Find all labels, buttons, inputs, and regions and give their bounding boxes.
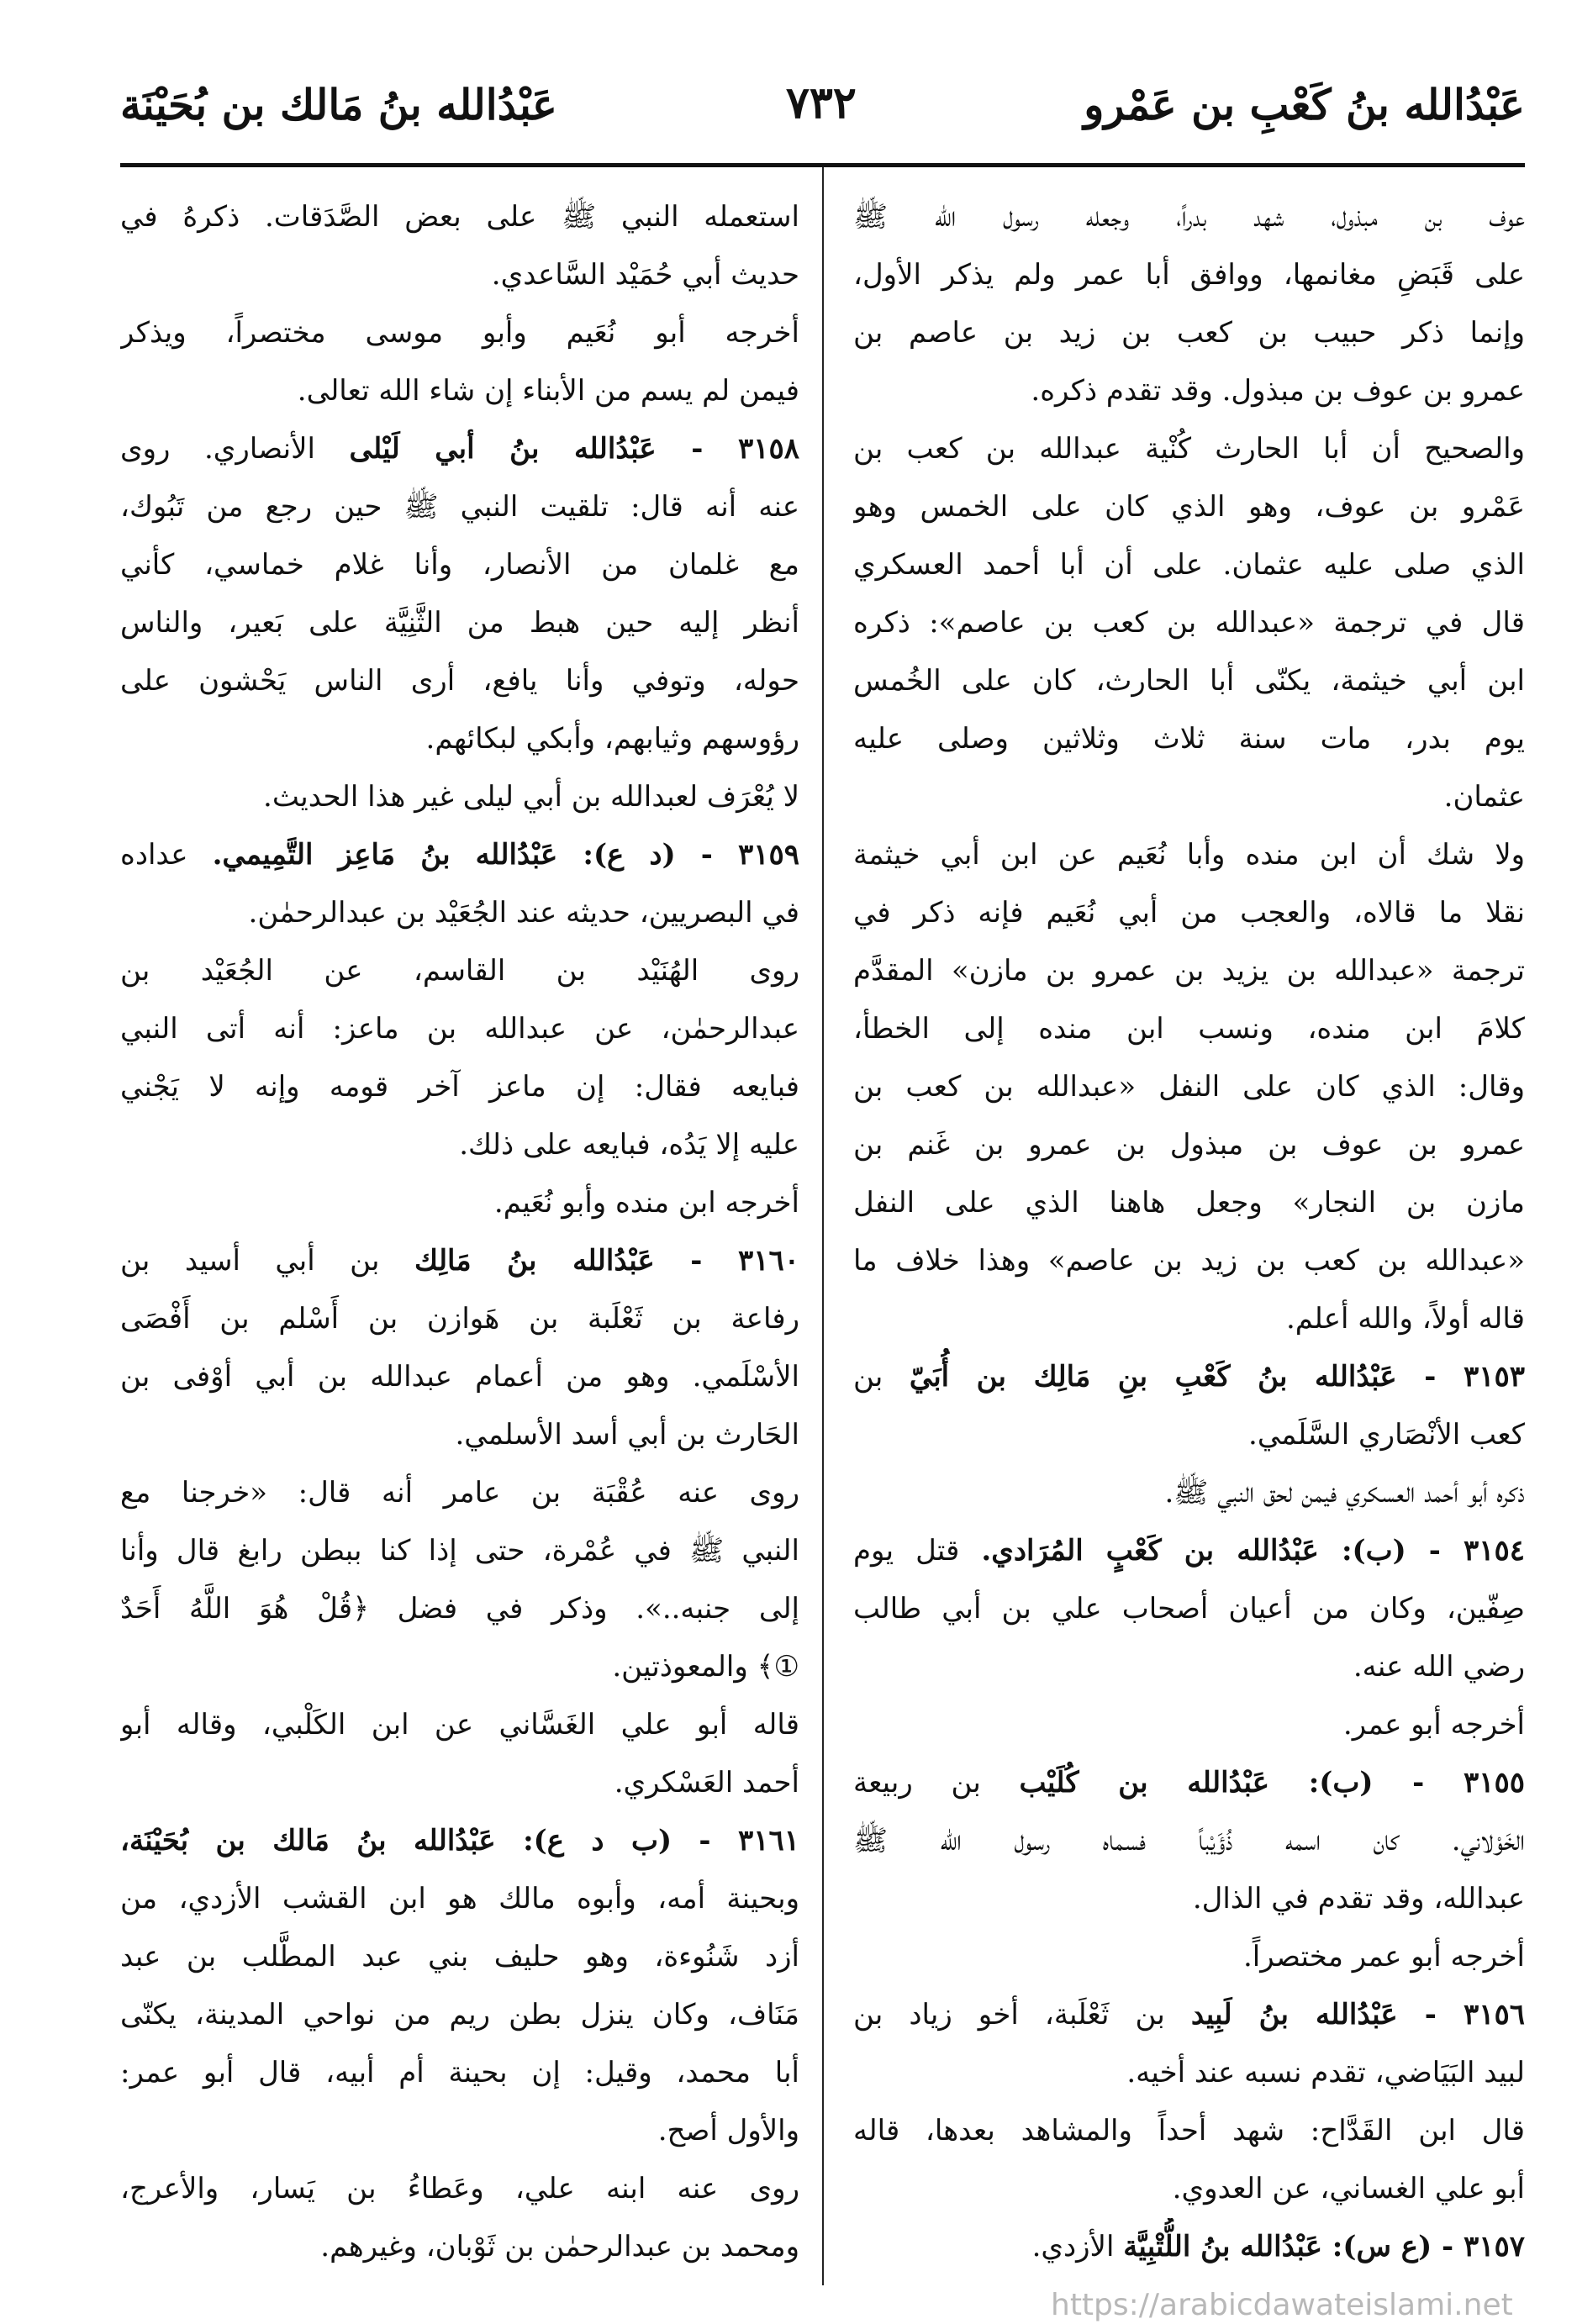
line-text: أخرجه أبو عمر مختصراً. [1243, 1940, 1525, 1974]
line-text: رؤوسهم وثيابهم، وأبكي لبكائهم. [425, 722, 799, 756]
text-line [120, 1348, 799, 1406]
line-text: نقلا ما قالاه، والعجب من أبي نُعَيم فإنه ذكر في [853, 896, 1525, 930]
line-text: وبحينة أمه، وأبوه مالك هو ابن القشب الأزدي، من [120, 1882, 799, 1916]
text-line [120, 188, 799, 246]
text-line [853, 1290, 1525, 1348]
text-line [853, 2044, 1525, 2102]
line-text: عنه أنه قال: تلقيت النبي ﷺ حين رجع من تَبُوك، [120, 490, 799, 524]
line-text: قاله أبو علي الغَسَّاني عن ابن الكَلْبي، وقاله أبو [120, 1708, 799, 1742]
text-line [120, 652, 799, 710]
text-line [853, 2102, 1525, 2160]
line-text: استعمله النبي ﷺ على بعض الصَّدَقات. ذكرهُ في [120, 200, 799, 234]
text-line [853, 1986, 1525, 2044]
line-text: ابن أبي خيثمة، يكنّى أبا الحارث، كان على الخُمس [853, 664, 1525, 698]
text-line [120, 362, 799, 420]
text-line [853, 1638, 1525, 1696]
text-line [120, 768, 799, 826]
text-line [120, 1696, 799, 1754]
text-line [120, 1870, 799, 1928]
line-text: روى عنه ابنه علي، وعَطاءُ بن يَسار، والأعرج، [120, 2172, 799, 2205]
text-line [853, 1754, 1525, 1812]
entry-heading: ٣١٦١ - (ب د ع): عَبْدُالله بنُ مَالك بن بُحَيْنَة، [120, 1824, 799, 1858]
line-text: مع غلمان من الأنصار، وأنا غلام خماسي، كأني [120, 548, 799, 582]
text-line [853, 1000, 1525, 1058]
entry-heading: ٣١٥٥ - (ب): عَبْدُالله بن كُلَيْب [1019, 1766, 1525, 1800]
entry-heading: ٣١٥٧ - (ع س): عَبْدُالله بنُ اللُّتْبِيَّة [1123, 2230, 1525, 2263]
line-text: مَنَاف، وكان ينزل بطن ريم من نواحي المدينة، يكنّى [120, 1998, 799, 2032]
line-text: كعب الأنْصَاري السَّلَمي. [1248, 1418, 1525, 1452]
line-text: قال في ترجمة «عبدالله بن كعب بن عاصم»: ذكره [853, 606, 1525, 640]
text-line [853, 1464, 1525, 1522]
line-text: في البصريين، حديثه عند الجُعَيْد بن عبدالرحمٰن. [248, 896, 799, 930]
text-line [853, 942, 1525, 1000]
line-text: بن ثَعْلَبة، أخو زياد بن [853, 1998, 1191, 2032]
text-line [853, 420, 1525, 478]
line-text: ومحمد بن عبدالرحمٰن بن ثَوْبان، وغيرهم. [320, 2230, 799, 2263]
line-text: حوله، وتوفي وأنا يافع، أرى الناس يَحْشون على [120, 664, 799, 698]
text-line [853, 362, 1525, 420]
line-text: بن [853, 1360, 910, 1394]
line-text: وإنما ذكر حبيب بن كعب بن زيد بن عاصم بن [853, 316, 1525, 350]
text-line [853, 246, 1525, 304]
line-text: ترجمة «عبدالله بن يزيد بن عمرو بن مازن» المقدَّم [853, 954, 1525, 988]
text-line [120, 1986, 799, 2044]
line-text: أنظر إليه حين هبط من الثَّنِيَّة على بَعير، والناس [120, 606, 799, 640]
line-text: أخرجه ابن منده وأبو نُعَيم. [493, 1186, 799, 1220]
text-line [853, 768, 1525, 826]
line-text: عَمْرو بن عوف، وهو الذي كان على الخمس وهو [853, 490, 1525, 524]
line-text: قال ابن القَدَّاح: شهد أحداً والمشاهد بعدها، قاله [853, 2114, 1525, 2147]
line-text: ولا شك أن ابن منده وأبا نُعَيم عن ابن أبي خيثمة [853, 838, 1525, 872]
text-line [120, 1754, 799, 1812]
text-line [853, 1348, 1525, 1406]
line-text: على قَبَضِ مغانمها، ووافق أبا عمر ولم يذكر الأول، [853, 258, 1525, 292]
line-text: ①﴾ والمعوذتين. [612, 1650, 799, 1684]
line-text: روى عنه عُقْبَة بن عامر أنه قال: «خرجنا مع [120, 1476, 799, 1510]
line-text: مازن بن النجار» وجعل هاهنا الذي على النفل [853, 1186, 1525, 1220]
line-text: الأنصاري. روى [120, 432, 350, 466]
text-line [853, 304, 1525, 362]
entry-heading: ٣١٥٦ - عَبْدُالله بنُ لَبِيد [1190, 1998, 1525, 2032]
text-line [120, 1406, 799, 1464]
line-text: أبا محمد، وقيل: إن بحينة أم أبيه، قال أبو عمر: [120, 2056, 799, 2089]
text-line [853, 478, 1525, 536]
text-line [120, 884, 799, 942]
watermark: https://arabicdawateislami.net [1051, 2288, 1513, 2322]
text-line [853, 1174, 1525, 1232]
text-line [120, 1812, 799, 1870]
text-line [120, 1928, 799, 1986]
line-text: الحَارث بن أبي أسد الأسلمي. [455, 1418, 799, 1452]
line-text: لا يُعْرَف لعبدالله بن أبي ليلى غير هذا الحديث. [263, 780, 799, 814]
line-text: عثمان. [1443, 780, 1525, 814]
text-line [120, 478, 799, 536]
text-line [853, 884, 1525, 942]
text-line [853, 2218, 1525, 2276]
text-line [853, 1406, 1525, 1464]
line-text: فيمن لم يسم من الأبناء إن شاء الله تعالى. [297, 374, 799, 408]
text-line [853, 1696, 1525, 1754]
text-line [853, 2160, 1525, 2218]
text-line [120, 1232, 799, 1290]
text-line [853, 536, 1525, 594]
line-text: الأزدي. [1031, 2230, 1124, 2263]
text-line [853, 1580, 1525, 1638]
text-line [120, 2044, 799, 2102]
text-line [120, 246, 799, 304]
text-line [120, 826, 799, 884]
line-text: لبيد البَيَاضي، تقدم نسبه عند أخيه. [1126, 2056, 1525, 2089]
page-number: ٧٣٢ [786, 77, 857, 129]
line-text: أبو علي الغساني، عن العدوي. [1172, 2172, 1525, 2205]
text-line [853, 1522, 1525, 1580]
line-text: النبي ﷺ في عُمْرة، حتى إذا كنا ببطن رابغ قال وأنا [120, 1534, 799, 1568]
text-line [853, 652, 1525, 710]
text-line [853, 710, 1525, 768]
column-divider [822, 167, 824, 2285]
text-line [120, 1058, 799, 1116]
line-text: عمرو بن عوف بن مبذول بن عمرو بن غَنم بن [853, 1128, 1525, 1162]
text-line [853, 1928, 1525, 1986]
text-line [120, 2218, 799, 2276]
line-text: أحمد العَسْكري. [614, 1766, 799, 1800]
line-text: بن أبي أسيد بن [120, 1244, 415, 1278]
line-text: عوف بن مبذول، شهد بدراً، وجعله رسول الله ﷺ [853, 200, 1525, 234]
line-text: روى الهُنَيْد بن القاسم، عن الجُعَيْد بن [120, 954, 799, 988]
line-text: رضي الله عنه. [1353, 1650, 1525, 1684]
text-line [853, 1812, 1525, 1870]
entry-heading: ٣١٦٠ - عَبْدُالله بنُ مَالِك [414, 1244, 799, 1278]
line-text: الأسْلَمي. وهو من أعمام عبدالله بن أبي أوْفى بن [120, 1360, 799, 1394]
text-line [120, 1464, 799, 1522]
text-line [120, 1522, 799, 1580]
line-text: بن ربيعة [853, 1766, 1020, 1800]
text-line [120, 1580, 799, 1638]
line-text: «عبدالله بن كعب بن زيد بن عاصم» وهذا خلاف ما [853, 1244, 1525, 1278]
text-line [853, 1116, 1525, 1174]
line-text: والصحيح أن أبا الحارث كُنْية عبدالله بن كعب بن [853, 432, 1525, 466]
line-text: رفاعة بن ثَعْلَبة بن هَوازن بن أَسْلم بن أَفْصَى [120, 1302, 799, 1336]
line-text: إلى جنبه..». وذكر في فضل ﴿قُلْ هُوَ اللَّهُ أَحَدٌ [120, 1592, 799, 1626]
line-text: وقال: الذي كان على النفل «عبدالله بن كعب بن [853, 1070, 1525, 1104]
line-text: الذي صلى عليه عثمان. على أن أبا أحمد العسكري [853, 548, 1525, 582]
line-text: كلامَ ابن منده، ونسب ابن منده إلى الخطأ، [853, 1012, 1525, 1046]
left-column [120, 188, 799, 2276]
text-line [120, 304, 799, 362]
text-line [120, 1116, 799, 1174]
text-line [120, 594, 799, 652]
right-column [853, 188, 1525, 2276]
line-text: عليه إلا يَدُه، فبايعه على ذلك. [459, 1128, 799, 1162]
line-text: الخَوْلاني. كان اسمه ذُؤَيْباً فسماه رسول الله ﷺ [853, 1824, 1525, 1858]
line-text: ذكره أبو أحمد العسكري فيمن لحق النبي ﷺ. [1164, 1476, 1525, 1510]
line-text: عبدالله، وقد تقدم في الذال. [1192, 1882, 1525, 1916]
text-line [120, 1638, 799, 1696]
text-line [853, 594, 1525, 652]
line-text: أخرجه أبو نُعَيم وأبو موسى مختصراً، ويذكر [120, 316, 799, 350]
line-text: والأول أصح. [657, 2114, 799, 2147]
line-text: حديث أبي حُمَيْد السَّاعدي. [491, 258, 799, 292]
line-text: أخرجه أبو عمر. [1342, 1708, 1525, 1742]
running-head-left: عَبْدُالله بنُ مَالك بن بُحَيْنَة [120, 80, 557, 129]
line-text: قتل يوم [853, 1534, 982, 1568]
text-line [120, 1290, 799, 1348]
running-head-right: عَبْدُالله بنُ كَعْبِ بن عَمْرو [1084, 80, 1525, 129]
text-line [853, 1058, 1525, 1116]
entry-heading: ٣١٥٩ - (د ع): عَبْدُالله بنُ مَاعِز التَّمِيمي. [212, 838, 799, 872]
line-text: يوم بدر، مات سنة ثلاث وثلاثين وصلى عليه [853, 722, 1525, 756]
text-line [853, 188, 1525, 246]
entry-heading: ٣١٥٤ - (ب): عَبْدُالله بن كَعْبٍ المُرَادي. [981, 1534, 1525, 1568]
text-line [853, 826, 1525, 884]
text-line [120, 2160, 799, 2218]
line-text: فبايعه فقال: إن ماعز آخر قومه وإنه لا يَجْني [120, 1070, 799, 1104]
entry-heading: ٣١٥٨ - عَبْدُالله بنُ أبي لَيْلى [349, 432, 799, 466]
text-line [120, 1174, 799, 1232]
line-text: أزد شَنُوءة، وهو حليف بني عبد المطَّلب بن عبد [120, 1940, 799, 1974]
line-text: قاله أولاً، والله أعلم. [1286, 1302, 1525, 1336]
line-text: عبدالرحمٰن، عن عبدالله بن ماعز: أنه أتى النبي [120, 1012, 799, 1046]
text-line [120, 2102, 799, 2160]
line-text: عداده [120, 838, 213, 872]
text-line [120, 420, 799, 478]
text-line [853, 1232, 1525, 1290]
line-text: عمرو بن عوف بن مبذول. وقد تقدم ذكره. [1031, 374, 1525, 408]
entry-heading: ٣١٥٣ - عَبْدُالله بنُ كَعْبِ بنِ مَالِك بن أُبَيّ [909, 1360, 1525, 1394]
text-line [120, 536, 799, 594]
text-line [120, 942, 799, 1000]
text-line [120, 710, 799, 768]
text-line [120, 1000, 799, 1058]
line-text: صِفّين، وكان من أعيان أصحاب علي بن أبي طالب [853, 1592, 1525, 1626]
text-line [853, 1870, 1525, 1928]
